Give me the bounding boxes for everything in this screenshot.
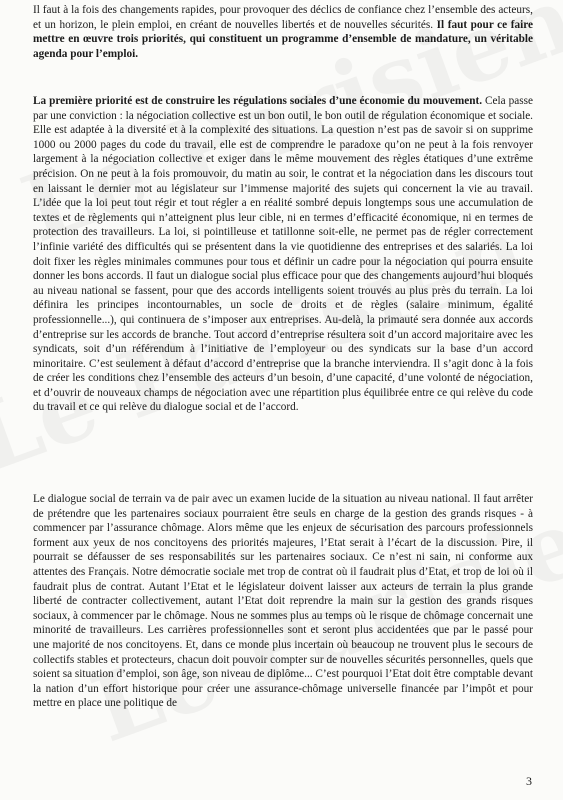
first-priority-text: Cela passe par une conviction : la négociation collective est un bon outil, le bon outil de régulation économique et sociale. Elle est adaptée à la diversité et à la complexité des situations. La question n’est pas de savoir si on supprime 1000 ou 2000 pages du code du travail, elle est de comprendre le paradoxe qu’on ne peut à la fois renvoyer largement à la négociation collective et exiger dans le même mouvement des règles étatiques d’une extrême précision. On ne peut à la fois promouvoir, du matin au soir, le contrat et la négociation dans les discours tout en laissant le dernier mot au législateur sur l’immense majorité des sujets qui concernent la vie au travail. L’idée que la loi peut tout régir et tout régler a en réalité sombré depuis longtemps sous une accumulation de textes et de règlements qui n’atteignent plus leur cible, ni en termes d’efficacité économique, ni en termes de protection des travailleurs. La loi, si pointilleuse et tatillonne soit-elle, ne permet pas de régler correctement l’infinie variété des difficultés qui se présentent dans la vie quotidienne des entreprises et des salariés. La loi doit fixer les règles minimales communes pour tous et définir un cadre pour la négociation qui pourra ensuite donner les bons accords. Il faut un dialogue social plus efficace pour que des changements aujourd’hui bloqués au niveau national se fassent, pour que des accords intelligents soient trouvés au plus près du terrain. La loi définira les principes incontournables, un socle de droits et de règles (salaire minimum, égalité professionnelle...), qui continuera de s’imposer aux entreprises. Au-delà, la primauté sera donnée aux accords d’entreprise sur les accords de branche. Tout accord d’entreprise résultera soit d’un accord majoritaire avec les syndicats, soit d’un référendum à l’initiative de l’employeur ou des syndicats sur la base d’un accord minoritaire. C’est seulement à défaut d’accord d’entreprise que la branche interviendra. Il s’agit donc à la fois de créer les conditions chez l’ensemble des acteurs d’un besoin, d’une capacité, d’une volonté de négociation, et d’ouvrir de nouveaux champs de négociation avec une répartition plus équilibrée entre ce qui relève du code du travail et ce qui relève du dialogue social et de l’accord. xyxy=(33,95,533,414)
paragraph-intro-text: Il faut à la fois des changements rapides, pour provoquer des déclics de confiance chez l’ensemble des acteurs, et un horizon, le plein emploi, en créant de nouvelles libertés et de nouvelles sécurités. xyxy=(33,4,533,31)
paragraph-intro xyxy=(33,3,533,61)
paragraph-social-dialogue xyxy=(33,492,533,711)
paragraph-intro-bold: Il faut pour ce faire mettre en œuvre trois priorités, qui constituent un programme d’ensemble de mandature, un véritable agenda pour l’emploi. xyxy=(33,18,534,60)
paragraph-first-priority xyxy=(33,94,533,415)
first-priority-heading: La première priorité est de construire les régulations sociales d’une économie du mouvement. xyxy=(33,95,483,107)
page-number: 3 xyxy=(526,774,532,788)
social-dialogue-text: Le dialogue social de terrain va de pair avec un examen lucide de la situation au niveau national. Il faut arrêter de prétendre que les partenaires sociaux pourraient être seuls en charge de la gestion des grands risques - à commencer par l’assurance chômage. Alors même que les enjeux de sécurisation des parcours professionnels forment aux yeux de nos concitoyens des priorités majeures, l’Etat serait à l’écart de la discussion. Pire, il pourrait se défausser de ses responsabilités sur les partenaires sociaux. Ce n’est ni sain, ni conforme aux attentes des Français. Notre démocratie sociale met trop de contrat où il faudrait plus d’Etat, et trop de loi où il faudrait plus de contrat. Autant l’Etat et le législateur doivent laisser aux acteurs de terrain la plus grande liberté de contracter collectivement, autant l’Etat doit reprendre la main sur la gestion des grands risques sociaux, à commencer par le chômage. Nous ne sommes plus au temps où le risque de chômage concernait une minorité de travailleurs. Les carrières professionnelles sont et seront plus accidentées que par le passé pour une majorité de nos concitoyens. Et, dans ce monde plus incertain où beaucoup ne trouvent plus le secours de collectifs stables et protecteurs, chacun doit pouvoir compter sur de nouvelles sécurités personnelles, quels que soient sa situation d’emploi, son âge, son niveau de diplôme... C’est pourquoi l’Etat doit être comptable devant la nation d’un effort historique pour créer une assurance-chômage universelle financée par l’impôt et pour mettre en place une politique de xyxy=(33,493,533,710)
